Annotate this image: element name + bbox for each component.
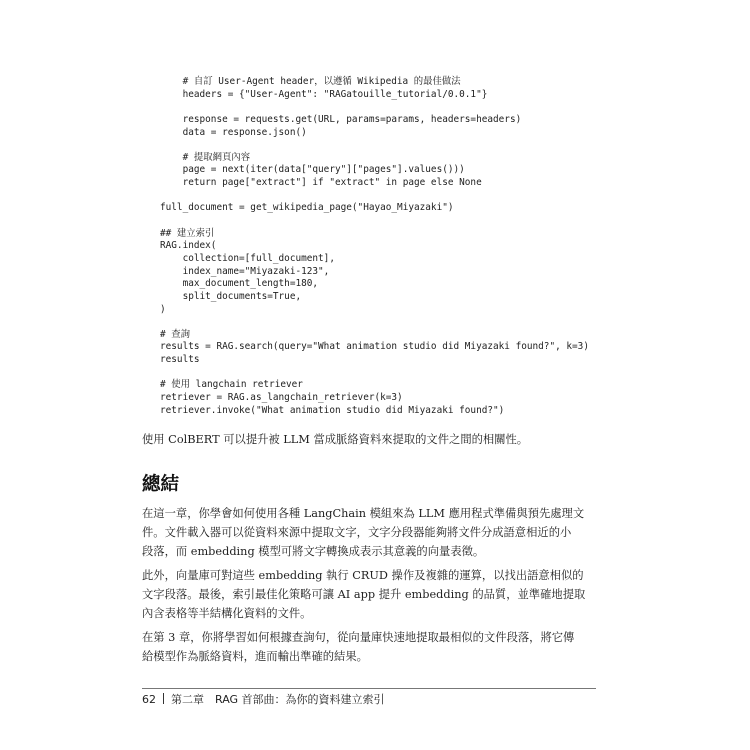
paragraph-line: 在第 3 章，你將學習如何根據查詢句，從向量庫快速地提取最相似的文件段落，將它傳: [142, 631, 575, 644]
paragraph-line: 文字段落。最後，索引最佳化策略可讓 AI app 提升 embedding 的品質，並準確地提取: [142, 588, 586, 601]
code-line: return page["extract"] if "extract" in page else None: [160, 177, 482, 189]
code-line: index_name="Miyazaki-123",: [160, 265, 330, 277]
intro-paragraph: [142, 430, 602, 449]
code-line: # 查詢: [160, 328, 191, 340]
footer-divider: [142, 688, 596, 689]
code-line: full_document = get_wikipedia_page("Hayao_Miyazaki"): [160, 202, 454, 214]
paragraph-line: 段落，而 embedding 模型可將文字轉換成表示其意義的向量表徵。: [142, 545, 485, 558]
chapter-title: 第二章 RAG 首部曲：為你的資料建立索引: [171, 693, 385, 706]
code-line: split_documents=True,: [160, 290, 302, 302]
code-line: data = response.json(): [160, 126, 307, 138]
code-line: response = requests.get(URL, params=params, headers=headers): [160, 113, 522, 125]
code-line: RAG.index(: [160, 240, 217, 252]
code-line: max_document_length=180,: [160, 278, 319, 290]
summary-paragraph-3: [142, 628, 602, 666]
code-line: # 自訂 User-Agent header，以遵循 Wikipedia 的最佳做法: [160, 76, 461, 87]
paragraph-line: 內含表格等半結構化資料的文件。: [142, 607, 312, 620]
code-line: [160, 316, 600, 329]
code-line: page = next(iter(data["query"]["pages"].values())): [160, 164, 465, 176]
page-number: 62: [142, 693, 156, 706]
code-line: [160, 139, 600, 152]
code-line: [160, 367, 600, 380]
code-line: [160, 215, 600, 228]
footer-separator: [163, 693, 164, 704]
code-line: results: [160, 354, 200, 366]
code-line: headers = {"User-Agent": "RAGatouille_tutorial/0.0.1"}: [160, 88, 488, 100]
code-line: retriever.invoke("What animation studio did Miyazaki found?"): [160, 404, 505, 416]
code-line: results = RAG.search(query="What animation studio did Miyazaki found?", k=3): [160, 341, 589, 353]
paragraph-line: 給模型作為脈絡資料，進而輸出準確的結果。: [142, 650, 368, 663]
code-line: ## 建立索引: [160, 227, 215, 239]
code-line: # 使用 langchain retriever: [160, 379, 303, 391]
paragraph-line: 在這一章，你學會如何使用各種 LangChain 模組來為 LLM 應用程式準備與預先處理文: [142, 507, 585, 520]
section-heading: 總結: [142, 474, 180, 495]
page-footer: [142, 692, 385, 708]
code-line: retriever = RAG.as_langchain_retriever(k=3): [160, 392, 403, 404]
summary-paragraph-2: [142, 566, 602, 623]
paragraph-line: 此外，向量庫可對這些 embedding 執行 CRUD 操作及複雜的運算，以找出語意相似的: [142, 569, 584, 582]
code-line: collection=[full_document],: [160, 252, 335, 264]
paragraph-line: 件。文件載入器可以從資料來源中提取文字，文字分段器能夠將文件分成語意相近的小: [142, 526, 572, 539]
summary-paragraph-1: [142, 504, 602, 561]
code-line: # 提取網頁內容: [160, 151, 251, 163]
code-line: [160, 101, 600, 114]
code-line: [160, 190, 600, 203]
code-line: ): [160, 303, 166, 315]
paragraph-line: 使用 ColBERT 可以提升被 LLM 當成脈絡資料來提取的文件之間的相關性。: [142, 433, 529, 446]
code-block: [160, 76, 600, 417]
